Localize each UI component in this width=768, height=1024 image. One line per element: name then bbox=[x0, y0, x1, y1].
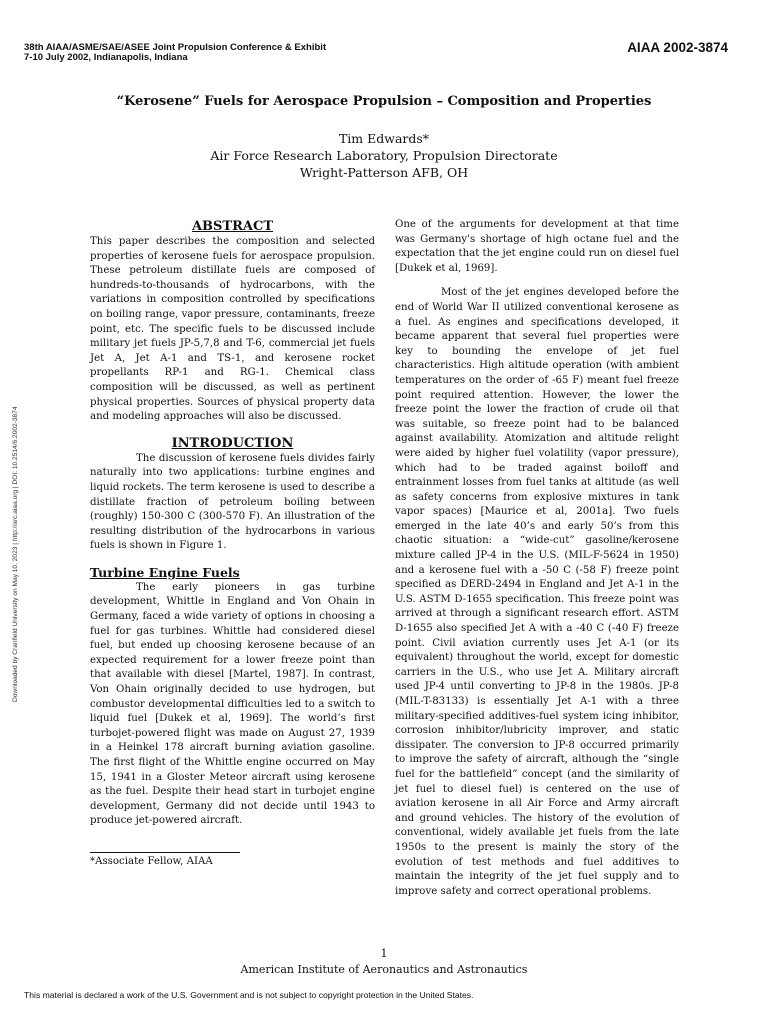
author-block bbox=[0, 130, 768, 181]
author-name: Tim Edwards* bbox=[338, 131, 430, 146]
right-paragraph-2: Most of the jet engines developed before the end of World War II utilized conventional kerosene as a fuel. As engines and specifications developed, it became apparent that several fuel properties were key to bounding the envelope of jet fuel characteristics. High altitude operation (with ambient temperatures on the order of -65 F) meant fuel freeze point required attention. However, the lower the freeze point the lower the fraction of crude oil that was suitable, so freeze point had to be balanced against availability. Atomization and altitude relight were aided by higher fuel volatility (vapor pressure), which had to be traded against boiloff and entrainment losses from fuel tanks at altitude (as well as safety concerns from explosive mixtures in tank vapor spaces) [Maurice et al, 2001a]. Two fuels emerged in the late 40’s and early 50’s from this chaotic situation: a “wide-cut” gasoline/kerosene mixture called JP-4 in the U.S. (MIL-F-5624 in 1950) and a kerosene fuel with a -50 C (-58 F) freeze point specified as DERD-2494 in England and Jet A-1 in the U.S. ASTM D-1655 specification. This freeze point was arrived at through a significant research effort. ASTM D-1655 also specified Jet A with a -40 C (-40 F) freeze point. Civil aviation currently uses Jet A-1 (or its equivalent) throughout the world, except for domestic carriers in the U.S., who use Jet A. Military aircraft used JP-4 until converting to JP-8 in the 1980s. JP-8 (MIL-T-83133) is essentially Jet A-1 with a three military-specified additives-fuel system icing inhibitor, corrosion inhibitor/lubricity improver, and static dissipater. The conversion to JP-8 occurred primarily to improve the safety of aircraft, although the “single fuel for the battlefield” concept (and the similarity of jet fuel to diesel fuel) is centered on the use of aviation kerosene in all Air Force and Army aircraft and ground vehicles. The history of the evolution of conventional, widely available jet fuels from the late 1950s to the present is mainly the story of the evolution of test methods and fuel additives to maintain the integrity of the jet fuel supply and to improve safety and correct operational problems. bbox=[395, 287, 679, 897]
introduction-heading: INTRODUCTION bbox=[171, 435, 294, 451]
right-paragraph-1: One of the arguments for development at that time was Germany's shortage of high octane fuel and the expectation that the jet engine could run on diesel fuel [Dukek et al, 1969]. bbox=[395, 219, 679, 274]
copyright-disclaimer: This material is declared a work of the U.S. Government and is not subject to copyright protection in the United States. bbox=[24, 990, 474, 1000]
turbine-heading: Turbine Engine Fuels bbox=[90, 564, 240, 580]
page-number: 1 bbox=[380, 947, 388, 960]
author-affiliation: Air Force Research Laboratory, Propulsion Directorate bbox=[210, 148, 558, 163]
paper-number: AIAA 2002-3874 bbox=[627, 40, 728, 55]
paper-title: “Kerosene” Fuels for Aerospace Propulsion – Composition and Properties bbox=[116, 94, 652, 109]
right-column bbox=[395, 218, 679, 899]
conference-title: 38th AIAA/ASME/SAE/ASEE Joint Propulsion Conference & Exhibit bbox=[24, 42, 327, 53]
footnote: *Associate Fellow, AIAA bbox=[90, 856, 213, 867]
download-watermark-text: Downloaded by Cranfield University on May 10, 2023 | http://arc.aiaa.org | DOI: 10.2514/6.2002-3874 bbox=[12, 406, 19, 702]
footnote-rule bbox=[90, 852, 240, 853]
conference-dates: 7-10 July 2002, Indianapolis, Indiana bbox=[24, 52, 188, 63]
conference-header bbox=[24, 43, 326, 63]
abstract-heading: ABSTRACT bbox=[191, 219, 274, 234]
download-watermark bbox=[0, 232, 19, 702]
introduction-text: The discussion of kerosene fuels divides fairly naturally into two applications: turbine engines and liquid rockets. The term kerosene is used to describe a distillate fraction of petroleum boiling between (roughly) 150-300 C (300-570 F). An illustration of the resulting distribution of the hydrocarbons in various fuels is shown in Figure 1. bbox=[90, 452, 375, 552]
abstract-text: This paper describes the composition and selected properties of kerosene fuels for aerospace propulsion. These petroleum distillate fuels are composed of hundreds-to-thousands of hydrocarbons, with the variations in composition controlled by specifications on boiling range, vapor pressure, contaminants, freeze point, etc. The specific fuels to be discussed include military jet fuels JP-5,7,8 and T-6, commercial jet fuels Jet A, Jet A-1 and TS-1, and kerosene rocket propellants RP-1 and RG-1. Chemical class composition will be discussed, as well as pertinent physical properties. Sources of physical property data and modeling approaches will also be discussed. bbox=[90, 236, 375, 423]
footer-organization: American Institute of Aeronautics and Astronautics bbox=[240, 963, 528, 976]
author-location: Wright-Patterson AFB, OH bbox=[299, 165, 469, 180]
turbine-text: The early pioneers in gas turbine development, Whittle in England and Von Ohain in Germany, faced a wide variety of options in choosing a fuel for gas turbines. Whittle had considered diesel fuel, but ended up choosing kerosene because of an expected requirement for a lower freeze point than that available with diesel [Martel, 1987]. In contrast, Von Ohain originally decided to use hydrogen, but combustor developmental difficulties led to a switch to liquid fuel [Dukek et al, 1969]. The world’s first turbojet-powered flight was made on August 27, 1939 in a Heinkel 178 aircraft burning aviation gasoline. The first flight of the Whittle engine occurred on May 15, 1941 in a Gloster Meteor aircraft using kerosene as the fuel. Despite their head start in turbojet engine development, Germany did not decide until 1943 to produce jet-powered aircraft. bbox=[90, 581, 375, 827]
left-column bbox=[90, 218, 375, 829]
